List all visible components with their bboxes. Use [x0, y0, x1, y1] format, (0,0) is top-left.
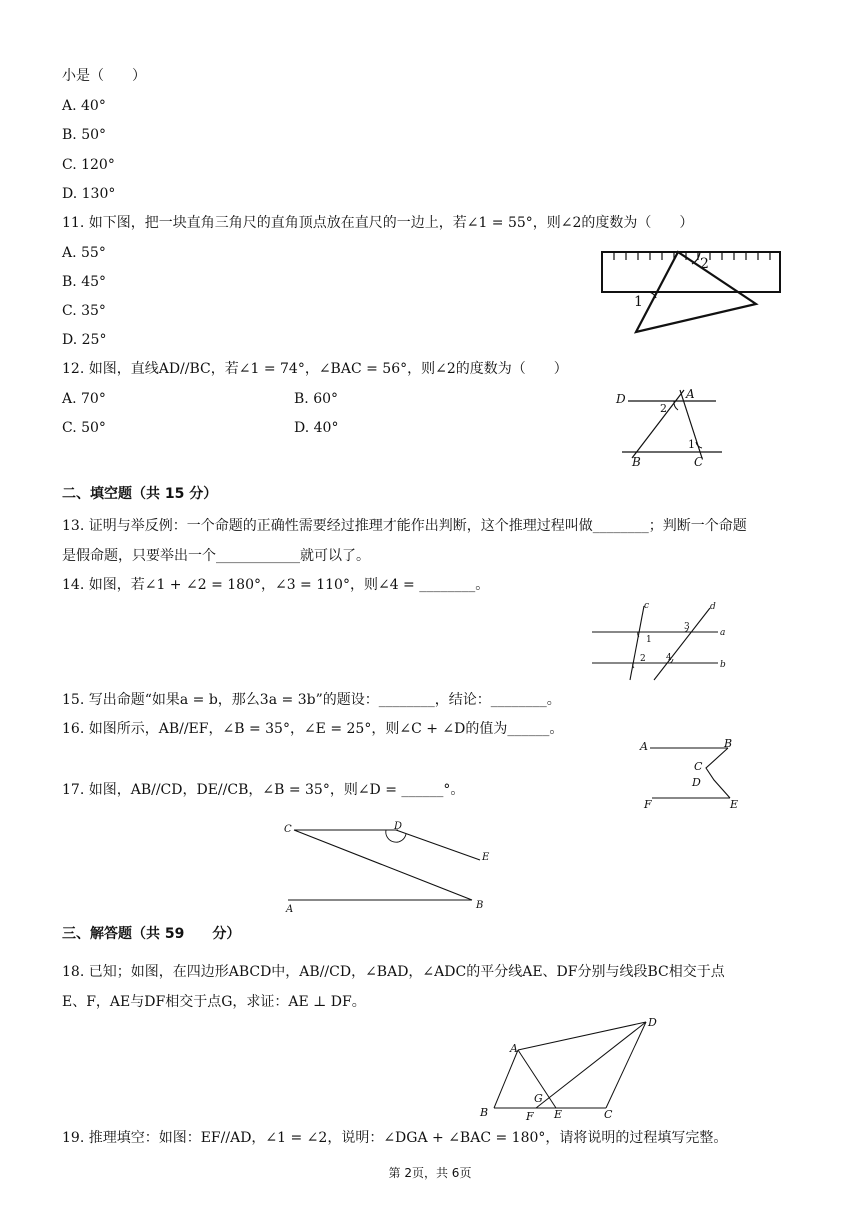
- q14-stem: 14. 如图，若∠1 + ∠2 = 180°，∠3 = 110°，则∠4 = ________。: [62, 577, 490, 593]
- q16-fig-label-f: F: [644, 798, 652, 811]
- q14-fig-label-b: b: [720, 660, 726, 670]
- q11-option-d: D. 25°: [62, 332, 107, 348]
- q10-option-a: A. 40°: [62, 98, 106, 114]
- q10-option-d: D. 130°: [62, 186, 116, 202]
- q17-stem: 17. 如图，AB//CD，DE//CB，∠B = 35°，则∠D = ______°。: [62, 782, 465, 798]
- q16-fig-label-e: E: [730, 798, 739, 811]
- q11-figure: [596, 246, 786, 338]
- q10-option-b: B. 50°: [62, 127, 107, 143]
- q11-fig-label-2: 2: [700, 256, 709, 272]
- q14-fig-label-a: a: [720, 628, 726, 638]
- q13-line2: 是假命题，只要举出一个____________就可以了。: [62, 548, 370, 564]
- q17-fig-label-e: E: [482, 852, 490, 863]
- q14-fig-label-3: 3: [684, 622, 690, 632]
- q14-fig-label-2: 2: [640, 654, 646, 664]
- q12-fig-label-d: D: [616, 392, 626, 406]
- q14-fig-label-1: 1: [646, 635, 652, 645]
- q18-fig-label-g: G: [534, 1092, 543, 1105]
- q18-fig-label-f: F: [526, 1110, 534, 1123]
- q16-fig-label-c: C: [694, 760, 703, 773]
- q16-fig-label-b: B: [724, 737, 733, 750]
- q10-option-c: C. 120°: [62, 157, 115, 173]
- q16-fig-label-a: A: [640, 740, 648, 753]
- q11-option-a: A. 55°: [62, 245, 106, 261]
- q16-fig-label-d: D: [692, 776, 701, 789]
- q17-fig-label-d: D: [394, 821, 403, 832]
- q17-figure: [280, 818, 500, 916]
- q18-fig-label-b: B: [480, 1106, 489, 1119]
- q18-fig-label-a: A: [510, 1042, 518, 1055]
- q17-fig-label-b: B: [476, 900, 484, 911]
- q14-figure: [590, 600, 730, 682]
- q14-fig-label-d: d: [710, 602, 716, 612]
- q18-figure: [474, 1014, 670, 1122]
- q12-fig-label-c: C: [694, 455, 704, 469]
- q14-fig-label-4: 4: [666, 653, 672, 663]
- q18-line1: 18. 已知；如图，在四边形ABCD中，AB//CD，∠BAD，∠ADC的平分线AE、DF分别与线段BC相交于点: [62, 964, 725, 980]
- q16-stem: 16. 如图所示，AB//EF，∠B = 35°，∠E = 25°，则∠C + ∠D的值为______。: [62, 721, 564, 737]
- section-title-fill-in: 二、填空题（共 15 分）: [62, 486, 218, 502]
- q12-fig-label-a: A: [686, 387, 695, 401]
- q12-stem: 12. 如图，直线AD//BC，若∠1 = 74°，∠BAC = 56°，则∠2的度数为（ ）: [62, 361, 568, 377]
- q16-figure: [636, 736, 748, 812]
- q11-option-c: C. 35°: [62, 303, 106, 319]
- q17-fig-label-c: C: [284, 824, 292, 835]
- section-title-solutions: 三、解答题（共 59 分）: [62, 926, 241, 942]
- q12-option-d: D. 40°: [294, 420, 339, 436]
- q12-fig-label-1: 1: [688, 438, 695, 451]
- q15-stem: 15. 写出命题“如果a = b，那么3a = 3b”的题设：________，结论：________。: [62, 692, 561, 708]
- q14-fig-label-c: c: [644, 601, 650, 611]
- q10-stem-tail: 小是（ ）: [62, 68, 146, 84]
- q11-option-b: B. 45°: [62, 274, 107, 290]
- q18-line2: E、F，AE与DF相交于点G，求证：AE ⊥ DF。: [62, 994, 366, 1010]
- q17-fig-label-a: A: [286, 904, 294, 915]
- page-footer: 第 2页，共 6页: [388, 1166, 472, 1180]
- q12-option-a: A. 70°: [62, 391, 106, 407]
- q18-fig-label-e: E: [554, 1108, 563, 1121]
- q12-option-b: B. 60°: [294, 391, 339, 407]
- q19-stem: 19. 推理填空：如图：EF//AD，∠1 = ∠2，说明：∠DGA + ∠BAC = 180°，请将说明的过程填写完整。: [62, 1130, 728, 1146]
- q18-fig-label-c: C: [604, 1108, 613, 1121]
- q12-fig-label-b: B: [632, 455, 641, 469]
- q12-figure: [612, 386, 732, 470]
- q11-stem: 11. 如下图，把一块直角三角尺的直角顶点放在直尺的一边上，若∠1 = 55°，则∠2的度数为（ ）: [62, 215, 694, 231]
- q12-fig-label-2: 2: [660, 402, 667, 415]
- q12-option-c: C. 50°: [62, 420, 106, 436]
- q11-fig-label-1: 1: [634, 294, 643, 310]
- q13-line1: 13. 证明与举反例：一个命题的正确性需要经过推理才能作出判断，这个推理过程叫做________；判断一个命题: [62, 518, 747, 534]
- q18-fig-label-d: D: [648, 1016, 657, 1029]
